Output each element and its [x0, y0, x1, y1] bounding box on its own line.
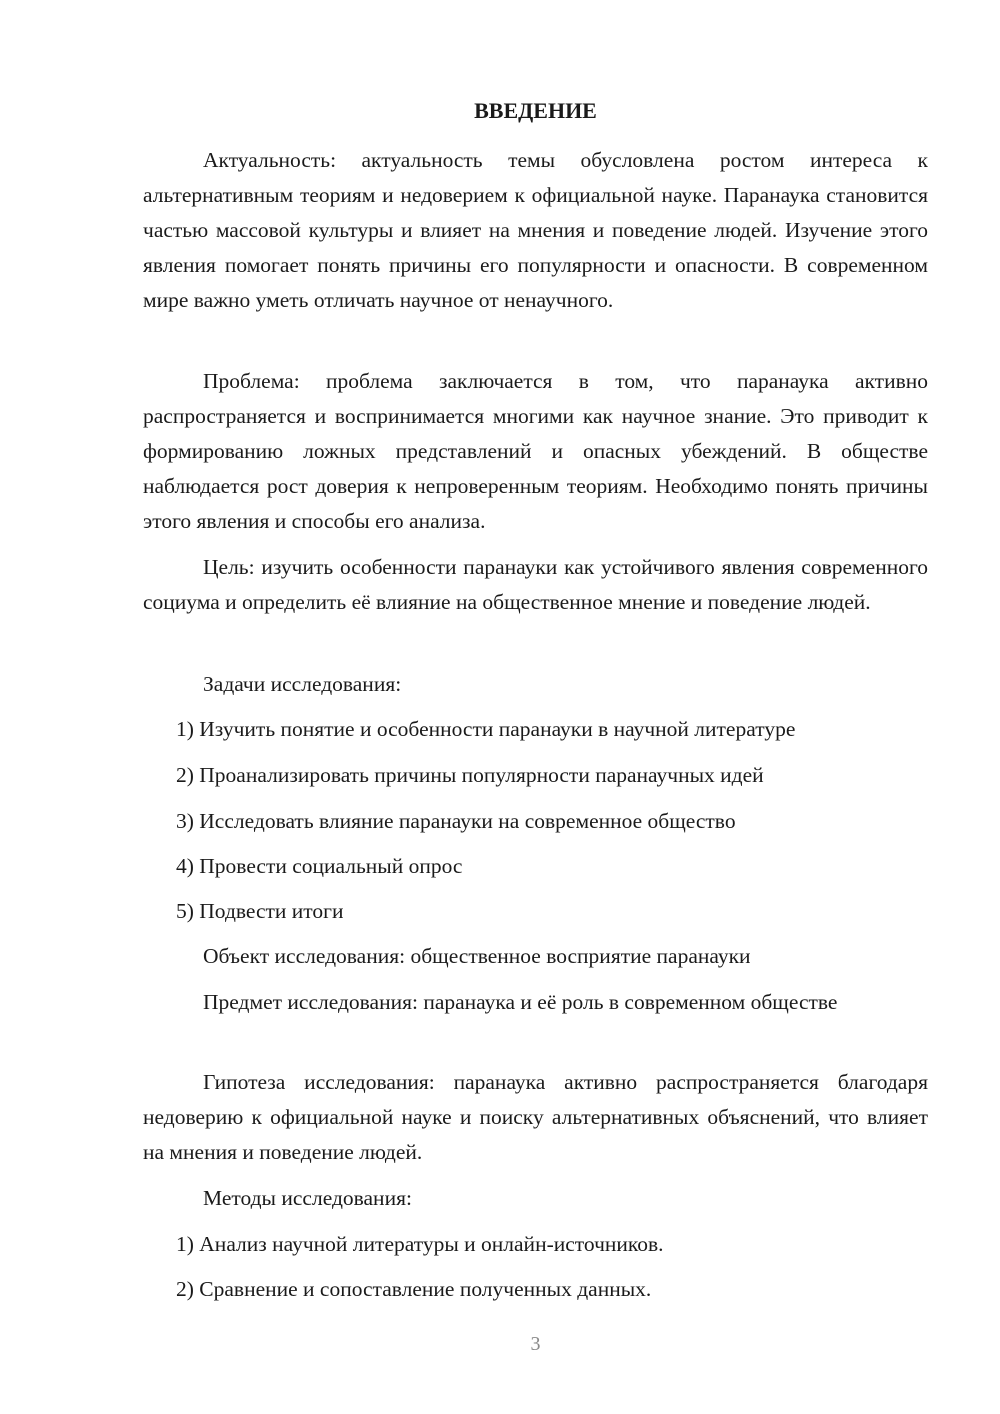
section-title: ВВЕДЕНИЕ — [474, 98, 597, 123]
problem-paragraph: Проблема: проблема заключается в том, что паранаука активно распространяется и воспринимается многими как научное знание. Это приводит к формированию ложных представлений и опасных убеждений. В обществе наблюдается рост доверия к непроверенным теориям. Необходимо понять причины этого явления и способы его анализа. — [143, 369, 928, 533]
task-item: 3) Исследовать влияние паранауки на современное общество — [176, 809, 736, 833]
subject-paragraph: Предмет исследования: паранаука и её роль в современном обществе — [203, 990, 838, 1014]
relevance-paragraph: Актуальность: актуальность темы обусловлена ростом интереса к альтернативным теориям и недоверием к официальной науке. Паранаука становится частью массовой культуры и влияет на мнения и поведение людей. Изучение этого явления помогает понять причины его популярности и опасности. В современном мире важно уметь отличать научное от ненаучного. — [143, 148, 928, 312]
method-item: 2) Сравнение и сопоставление полученных данных. — [176, 1277, 652, 1301]
task-item: 5) Подвести итоги — [176, 899, 344, 923]
task-item: 1) Изучить понятие и особенности паранауки в научной литературе — [176, 717, 796, 741]
method-item: 1) Анализ научной литературы и онлайн-источников. — [176, 1232, 664, 1256]
object-line: Объект исследования: общественное восприятие паранауки — [203, 944, 751, 968]
goal-paragraph: Цель: изучить особенности паранауки как устойчивого явления современного социума и определить её влияние на общественное мнение и поведение людей. — [143, 555, 928, 614]
task-item: 4) Провести социальный опрос — [176, 854, 463, 878]
page-number: 3 — [530, 1333, 541, 1355]
tasks-heading: Задачи исследования: — [203, 672, 402, 696]
methods-heading: Методы исследования: — [203, 1186, 412, 1210]
hypothesis-paragraph: Гипотеза исследования: паранаука активно распространяется благодаря недоверию к официальной науке и поиску альтернативных объяснений, что влияет на мнения и поведение людей. — [143, 1070, 928, 1164]
task-item: 2) Проанализировать причины популярности паранаучных идей — [176, 763, 764, 787]
